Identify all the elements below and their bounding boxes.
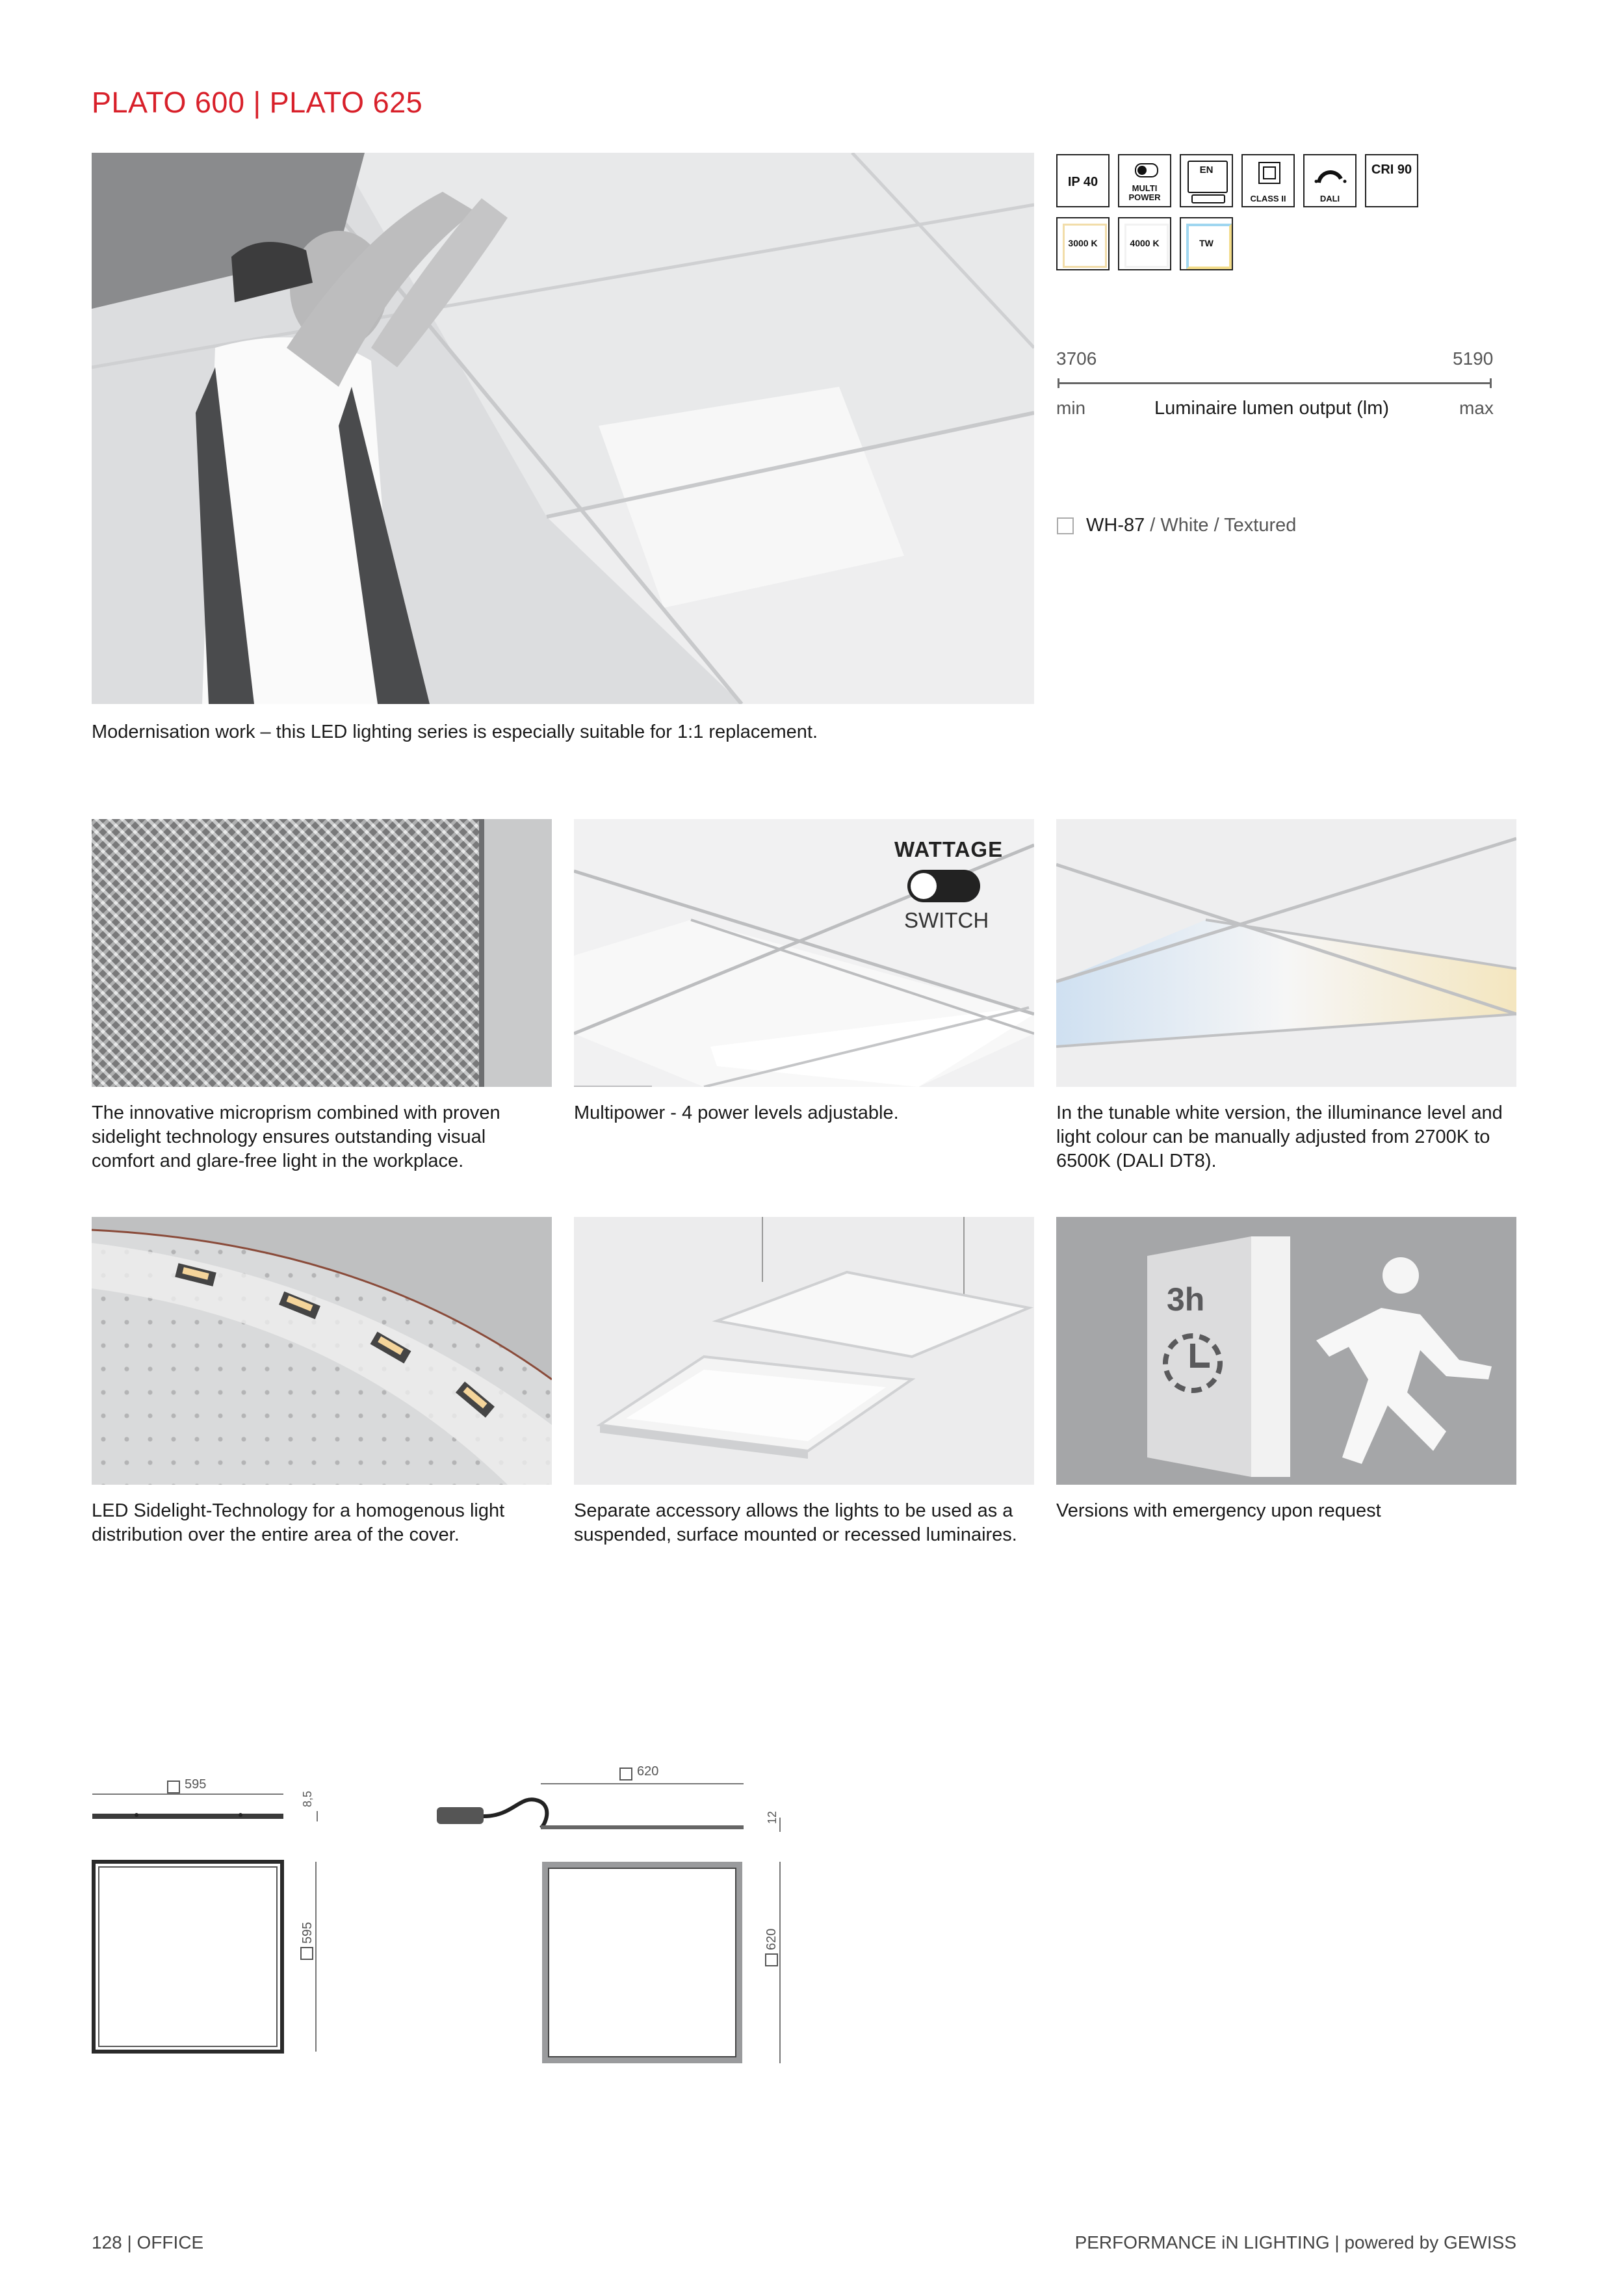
lumen-range-line <box>1058 382 1492 384</box>
tunable-white-label: TW <box>1199 238 1214 248</box>
class-ii-icon <box>1241 154 1295 207</box>
emergency-duration-label: 3h <box>1167 1281 1205 1318</box>
cct-4000k-label: 4000 K <box>1130 238 1160 248</box>
feature-caption-2: Multipower - 4 power levels adjustable. <box>574 1102 899 1123</box>
drawing-a-width: 595 <box>185 1777 207 1792</box>
hero-photo <box>92 153 1034 704</box>
feature-caption-1: The innovative microprism combined with proven sidelight technology ensures outstanding visual comfort and glare-free light in the workplace. <box>92 1102 500 1171</box>
led-strip-illustration <box>92 1217 552 1485</box>
lumen-min-tick <box>1058 378 1059 388</box>
ip-rating-label: IP 40 <box>1067 175 1098 189</box>
dali-arc-icon <box>1305 158 1355 190</box>
tunable-panel-illustration <box>1056 819 1516 1087</box>
cct-4000k-icon <box>1118 217 1171 270</box>
multipower-label: MULTI POWER <box>1128 183 1161 202</box>
microprism-photo <box>92 819 552 1087</box>
energy-label-text: EN <box>1199 164 1214 176</box>
drawing-b-height: 12 <box>766 1810 779 1824</box>
energy-label-icon <box>1180 154 1233 207</box>
finish-code: WH-87 <box>1086 515 1145 536</box>
emergency-sign-illustration <box>1056 1217 1516 1485</box>
tunable-white-icon <box>1180 217 1233 270</box>
technical-drawing-b <box>429 1755 806 2074</box>
dali-icon <box>1303 154 1357 207</box>
hero-photo-illustration <box>92 153 1034 704</box>
sidelight-photo <box>92 1217 552 1485</box>
drawing-a-depth: 595 <box>300 1922 315 1944</box>
drawing-b-width: 620 <box>637 1764 659 1779</box>
toggle-switch-icon <box>907 870 980 902</box>
hero-caption: Modernisation work – this LED lighting series is especially suitable for 1:1 replacement. <box>92 722 818 742</box>
class-ii-label: CLASS II <box>1250 194 1286 203</box>
technical-drawing-a <box>84 1768 331 2074</box>
wattage-switch-photo <box>574 819 1034 1087</box>
feature-caption-5: Separate accessory allows the lights to be used as a suspended, surface mounted or recessed luminaires. <box>574 1500 1017 1545</box>
lumen-min-value: 3706 <box>1056 348 1097 369</box>
lumen-axis-label: Luminaire lumen output (lm) <box>1154 398 1390 419</box>
lumen-max-value: 5190 <box>1453 348 1494 369</box>
feature-caption-6: Versions with emergency upon request <box>1056 1500 1381 1521</box>
emergency-photo <box>1056 1217 1516 1485</box>
finish-swatch <box>1057 517 1074 534</box>
footer-page-section: 128 | OFFICE <box>92 2232 204 2252</box>
tunable-white-photo <box>1056 819 1516 1087</box>
feature-caption-4: LED Sidelight-Technology for a homogenous light distribution over the entire area of the cover. <box>92 1500 505 1545</box>
ip-rating-icon <box>1056 154 1110 207</box>
drawing-a-svg <box>84 1768 331 2074</box>
multipower-icon <box>1118 154 1171 207</box>
lumen-max-label: max <box>1459 398 1494 418</box>
cct-3000k-label: 3000 K <box>1068 238 1098 248</box>
feature-caption-3: In the tunable white version, the illuminance level and light colour can be manually adjusted from 2700K to 6500K (DALI DT8). <box>1056 1102 1503 1171</box>
lumen-min-label: min <box>1056 398 1086 418</box>
cct-3000k-icon <box>1056 217 1110 270</box>
drawing-a-height: 8,5 <box>301 1790 314 1807</box>
finish-description: / White / Textured <box>1145 515 1297 536</box>
footer-brand-tagline: PERFORMANCE iN LIGHTING | powered by GEWISS <box>1074 2232 1516 2252</box>
wattage-label: WATTAGE <box>894 837 1004 861</box>
dali-label: DALI <box>1319 194 1340 203</box>
page-title: PLATO 600 | PLATO 625 <box>92 86 423 119</box>
switch-label: SWITCH <box>904 908 989 932</box>
finish-row <box>1086 515 1296 536</box>
drawing-b-svg <box>429 1755 806 2074</box>
suspended-panels-illustration <box>574 1217 1034 1485</box>
suspended-panel-photo <box>574 1217 1034 1485</box>
cri-label: CRI 90 <box>1371 163 1412 177</box>
lumen-max-tick <box>1490 378 1492 388</box>
drawing-b-depth: 620 <box>764 1928 779 1950</box>
cri-icon <box>1365 154 1418 207</box>
